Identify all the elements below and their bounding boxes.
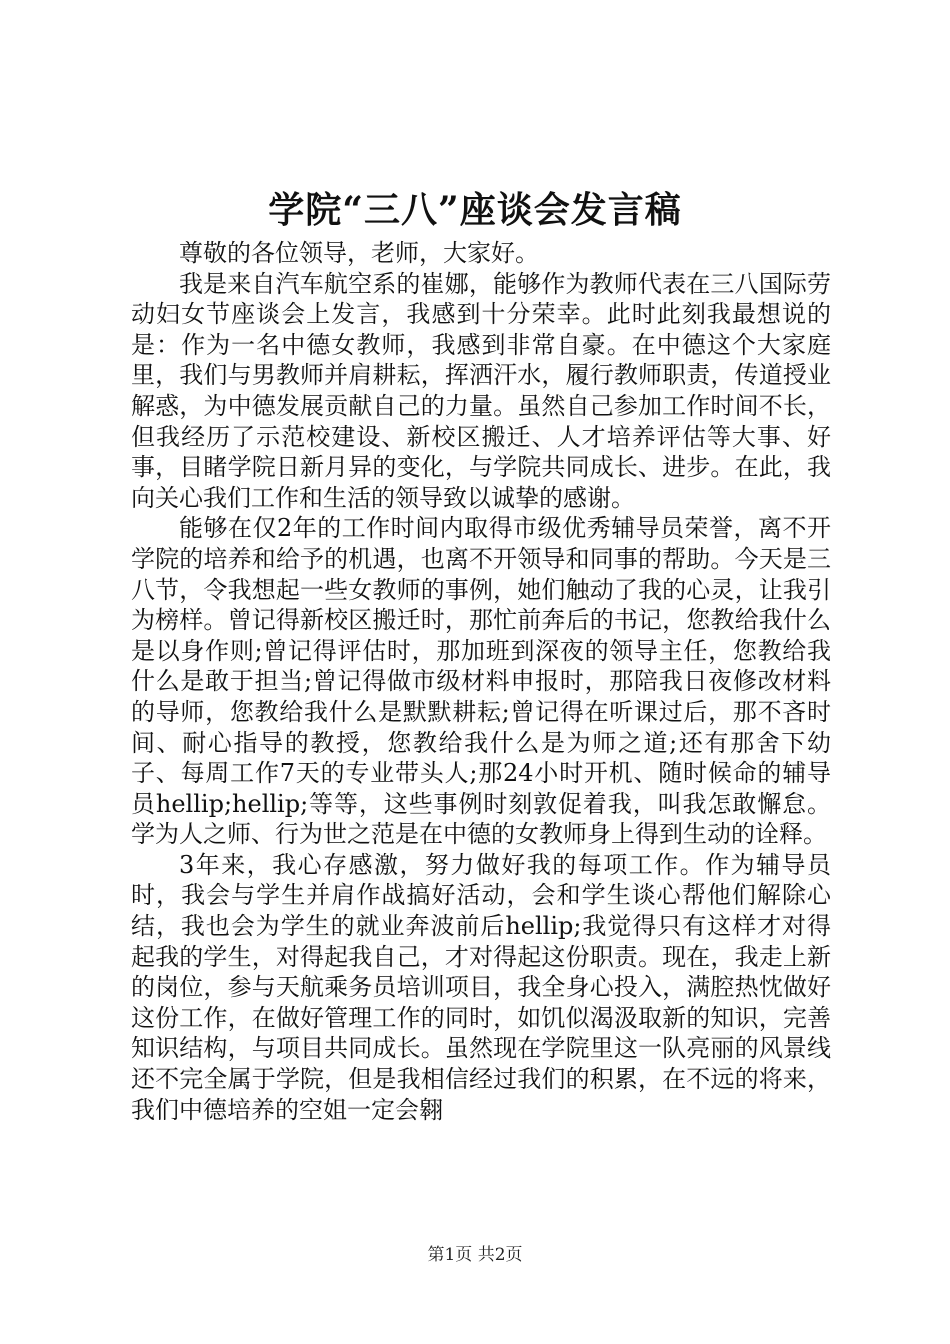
document-body [131,238,831,1125]
paragraph-greeting: 尊敬的各位领导，老师，大家好。 [179,239,539,267]
paragraph-work-experience: 3年来，我心存感激，努力做好我的每项工作。作为辅导员时，我会与学生并肩作战搞好活动，会和学生谈心帮他们解除心结，我也会为学生的就业奔波前后hellip;我觉得只有这样才对得起我的学生，对得起我自己，才对得起这份职责。现在，我走上新的岗位，参与天航乘务员培训项目，我全身心投入，满腔热忱做好这份工作，在做好管理工作的同时，如饥似渴汲取新的知识，完善知识结构，与项目共同成长。虽然现在学院里这一队亮丽的风景线还不完全属于学院，但是我相信经过我们的积累，在不远的将来，我们中德培养的空姐一定会翱 [131,850,831,1124]
page-number-footer: 第1页 共2页 [427,1245,523,1265]
document-title: 学院“三八”座谈会发言稿 [268,189,682,231]
paragraph-role-models: 能够在仅2年的工作时间内取得市级优秀辅导员荣誉，离不开学院的培养和给予的机遇，也离不开领导和同事的帮助。今天是三八节，令我想起一些女教师的事例，她们触动了我的心灵，让我引为榜样。曾记得新校区搬迁时，那忙前奔后的书记，您教给我什么是以身作则;曾记得评估时，那加班到深夜的领导主任，您教给我什么是敢于担当;曾记得做市级材料申报时，那陪我日夜修改材料的导师，您教给我什么是默默耕耘;曾记得在听课过后，那不吝时间、耐心指导的教授，您教给我什么是为师之道;还有那舍下幼子、每周工作7天的专业带头人;那24小时开机、随时候命的辅导员hellip;hellip;等等，这些事例时刻敦促着我，叫我怎敢懈怠。学为人之师、行为世之范是在中德的女教师身上得到生动的诠释。 [131,514,831,849]
paragraph-introduction: 我是来自汽车航空系的崔娜，能够作为教师代表在三八国际劳动妇女节座谈会上发言，我感到十分荣幸。此时此刻我最想说的是：作为一名中德女教师，我感到非常自豪。在中德这个大家庭里，我们与男教师并肩耕耘，挥洒汗水，履行教师职责，传道授业解惑，为中德发展贡献自己的力量。虽然自己参加工作时间不长，但我经历了示范校建设、新校区搬迁、人才培养评估等大事、好事，目睹学院日新月异的变化，与学院共同成长、进步。在此，我向关心我们工作和生活的领导致以诚挚的感谢。 [131,269,831,512]
